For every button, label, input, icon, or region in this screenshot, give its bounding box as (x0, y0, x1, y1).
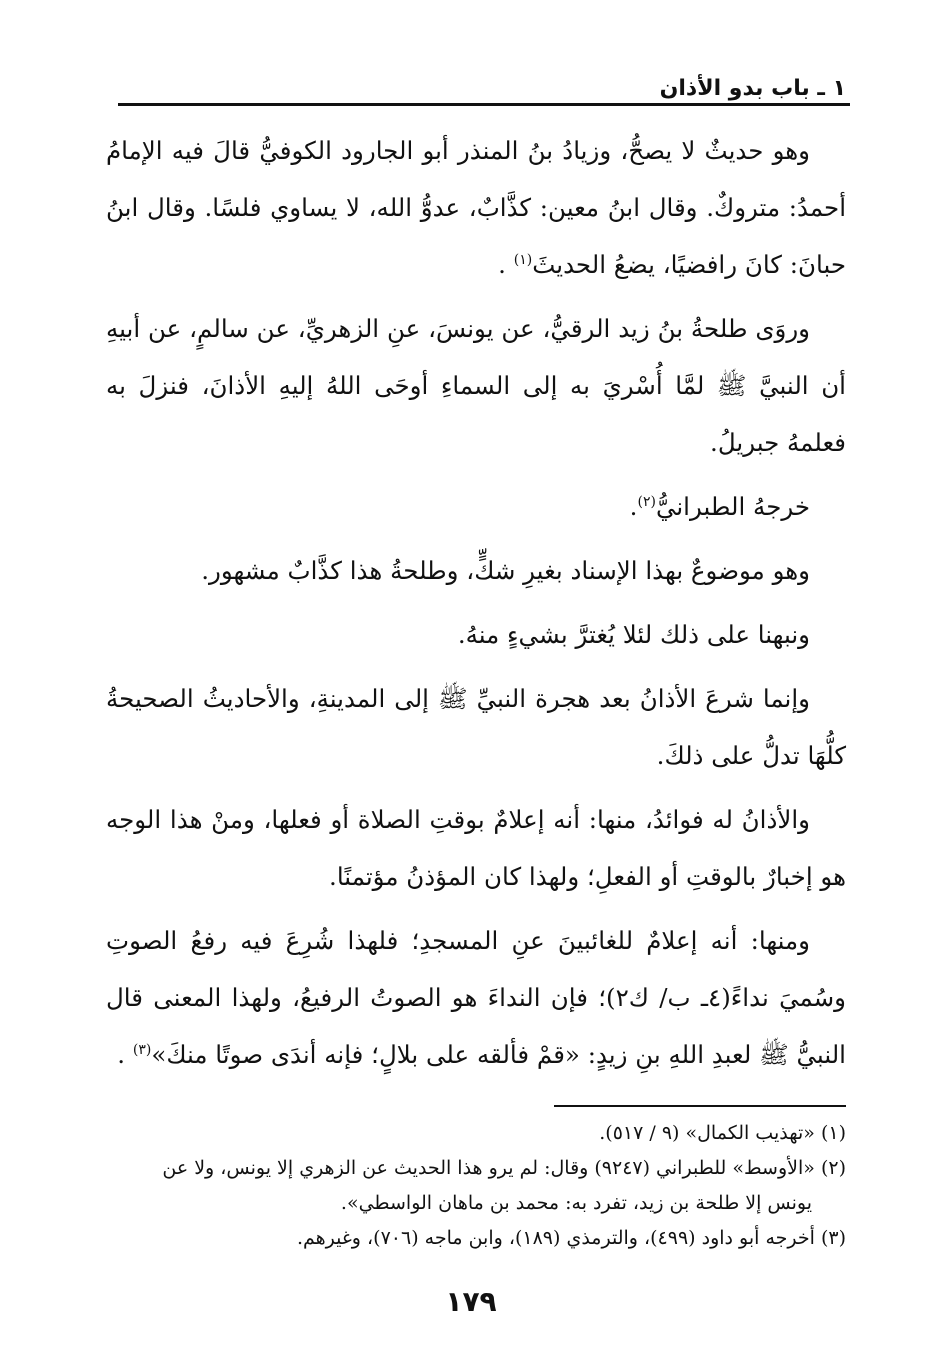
footnote-separator (554, 1105, 846, 1107)
page-number: ١٧٩ (445, 1285, 497, 1318)
paragraph-7 (106, 791, 846, 905)
paragraph-tail: . (117, 1040, 133, 1069)
paragraph-text: ونبهنا على ذلك لئلا يُغترَّ بشيءٍ منهُ. (457, 620, 810, 649)
paragraph-text: وهو حديثٌ لا يصحُّ، وزيادُ بنُ المنذر أبو الجارود الكوفيُّ قالَ فيه الإمامُ أحمدُ: متروكٌ. وقال ابنُ معين: كذَّابٌ، عدوُّ الله، لا يساوي فلسًا. وقال ابنُ حبانَ: كانَ رافضيًا، يضعُ الحديثَ (106, 136, 846, 279)
footnote-text: أخرجه أبو داود (٤٩٩)، والترمذي (١٨٩)، وابن ماجه (٧٠٦)، وغيرهم. (296, 1227, 815, 1249)
paragraph-8 (106, 912, 846, 1083)
header-rule (118, 103, 850, 106)
paragraph-text: والأذانُ له فوائدُ، منها: أنه إعلامٌ بوقتِ الصلاة أو فعلها، ومنْ هذا الوجه هو إخبارٌ بالوقتِ أو الفعلِ؛ ولهذا كان المؤذنُ مؤتمنًا. (106, 805, 846, 891)
paragraph-text: وروَى طلحةُ بنُ زيد الرقيُّ، عن يونسَ، عنِ الزهريِّ، عن سالمٍ، عن أبيهِ أن النبيَّ ﷺ لمَّا أُسْريَ به إلى السماءِ أوحَى اللهُ إليهِ الأذانَ، فنزلَ به فعلمهُ جبريلُ. (106, 314, 846, 457)
footnote-label: (٣) (820, 1227, 846, 1249)
footnote-text: «الأوسط» للطبراني (٩٢٤٧) وقال: لم يرو هذا الحديث عن الزهري إلا يونس، ولا عن (162, 1157, 815, 1179)
footnote-continuation: يونس إلا طلحة بن زيد، تفرد به: محمد بن ماهان الواسطي». (340, 1192, 812, 1214)
paragraph-3 (106, 478, 846, 535)
paragraph-6 (106, 670, 846, 784)
paragraph-text: خرجهُ الطبرانيُّ (655, 492, 810, 521)
paragraph-text: ومنها: أنه إعلامٌ للغائبينَ عنِ المسجدِ؛ فلهذا شُرِعَ فيه رفعُ الصوتِ وسُميَ نداءً(٤ـ ب/ ك٢)؛ فإن النداءَ هو الصوتُ الرفيعُ، ولهذا المعنى قال النبيُّ ﷺ لعبدِ اللهِ بنِ زيدٍ: «قمْ فألقه على بلالٍ؛ فإنه أندَى صوتًا منكَ» (106, 926, 847, 1069)
footnote-text: «تهذيب الكمال» (٩ / ٥١٧). (599, 1122, 815, 1144)
footnote-3 (106, 1221, 846, 1256)
footnote-ref-1: (١) (513, 251, 533, 268)
paragraph-tail: . (629, 492, 638, 521)
footnote-label: (١) (820, 1122, 846, 1144)
paragraph-1 (106, 122, 846, 293)
paragraph-text: وهو موضوعٌ بهذا الإسناد بغيرِ شكٍّ، وطلحةُ هذا كذَّابٌ مشهور. (201, 556, 810, 585)
main-text (106, 122, 846, 1090)
paragraph-4 (106, 542, 846, 599)
paragraph-text: وإنما شرعَ الأذانُ بعد هجرة النبيِّ ﷺ إلى المدينةِ، والأحاديثُ الصحيحةُ كلُّهَا تدلُّ على ذلكَ. (106, 684, 846, 770)
paragraph-2 (106, 300, 846, 471)
paragraph-5 (106, 606, 846, 663)
footnote-ref-2: (٢) (637, 493, 656, 510)
footnote-2 (106, 1151, 846, 1221)
paragraph-tail: . (498, 250, 514, 279)
footnote-label: (٢) (820, 1157, 846, 1179)
footnote-ref-3: (٣) (132, 1041, 152, 1058)
footnotes (106, 1116, 846, 1256)
running-header: ١ ـ باب بدو الأذان (659, 76, 846, 101)
footnote-1 (106, 1116, 846, 1151)
